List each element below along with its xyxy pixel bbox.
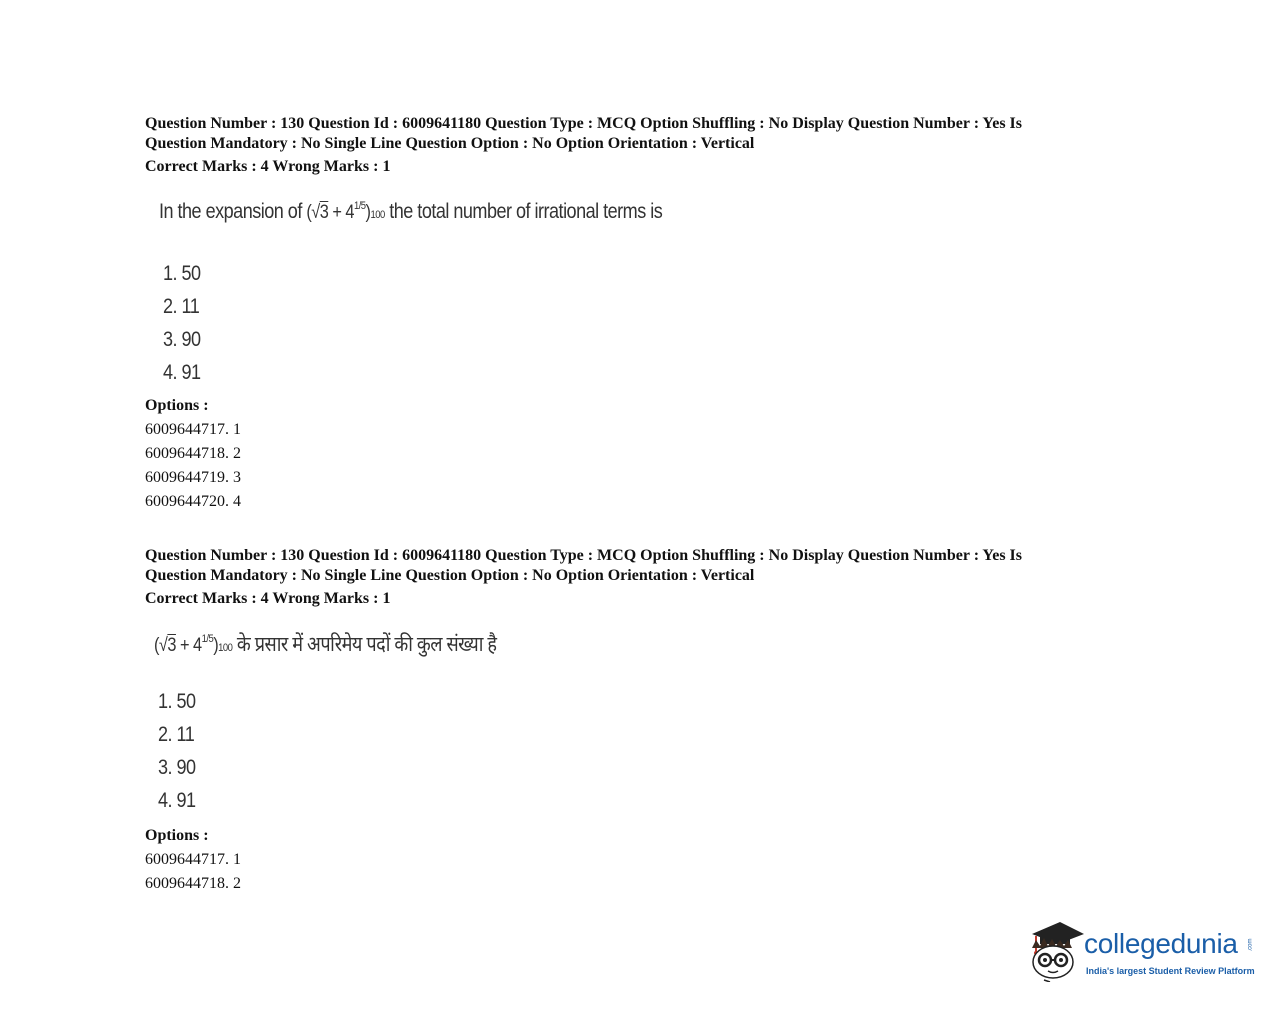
question-1-expression: $(√3 + 4^{1/5})100$	[306, 200, 385, 223]
question-1-prefix: In the expansion of	[159, 200, 302, 223]
logo-wordmark: collegedunia	[1084, 928, 1238, 959]
question-2-meta	[145, 546, 1125, 609]
question-2-expression: $(√3 + 4^{1/5})100$	[154, 633, 233, 656]
choice-item: 2. 11	[158, 723, 195, 746]
question-2-meta-line1: Question Number : 130 Question Id : 6009641180 Question Type : MCQ Option Shuffling : No Display Question Number : Yes Is	[145, 547, 1022, 564]
question-2-marks: Correct Marks : 4 Wrong Marks : 1	[145, 590, 391, 607]
option-item: 6009644717. 1	[145, 421, 241, 438]
choice-item: 4. 91	[163, 361, 201, 384]
question-1-suffix: the total number of irrational terms is	[389, 200, 663, 223]
question-2-choices	[158, 685, 196, 817]
question-2-text	[154, 630, 496, 658]
logo-suffix: .com	[1247, 938, 1254, 952]
question-1-choices	[163, 257, 201, 389]
option-item: 6009644719. 3	[145, 469, 241, 486]
question-1-options-heading: Options :	[145, 397, 209, 414]
collegedunia-logo[interactable]	[1026, 918, 1256, 988]
question-1-text	[159, 200, 662, 224]
choice-item: 3. 90	[163, 328, 201, 351]
question-1-meta	[145, 114, 1125, 177]
question-2-options-heading: Options :	[145, 827, 209, 844]
question-1-meta-line2: Question Mandatory : No Single Line Question Option : No Option Orientation : Vertical	[145, 135, 755, 152]
question-2-meta-line2: Question Mandatory : No Single Line Question Option : No Option Orientation : Vertical	[145, 567, 755, 584]
question-1-options	[145, 418, 241, 514]
logo-tagline: India's largest Student Review Platform	[1086, 966, 1255, 976]
choice-item: 1. 50	[163, 262, 201, 285]
question-2-suffix: के प्रसार में अपरिमेय पदों की कुल संख्या है	[236, 633, 497, 656]
option-item: 6009644717. 1	[145, 851, 241, 868]
option-item: 6009644720. 4	[145, 493, 241, 510]
choice-item: 1. 50	[158, 690, 196, 713]
question-1-marks: Correct Marks : 4 Wrong Marks : 1	[145, 158, 391, 175]
option-item: 6009644718. 2	[145, 445, 241, 462]
choice-item: 4. 91	[158, 789, 196, 812]
choice-item: 3. 90	[158, 756, 196, 779]
choice-item: 2. 11	[163, 295, 200, 318]
question-2-options	[145, 848, 241, 896]
option-item: 6009644718. 2	[145, 875, 241, 892]
question-1-meta-line1: Question Number : 130 Question Id : 6009641180 Question Type : MCQ Option Shuffling : No Display Question Number : Yes Is	[145, 115, 1022, 132]
student-mascot-icon	[1026, 918, 1084, 982]
